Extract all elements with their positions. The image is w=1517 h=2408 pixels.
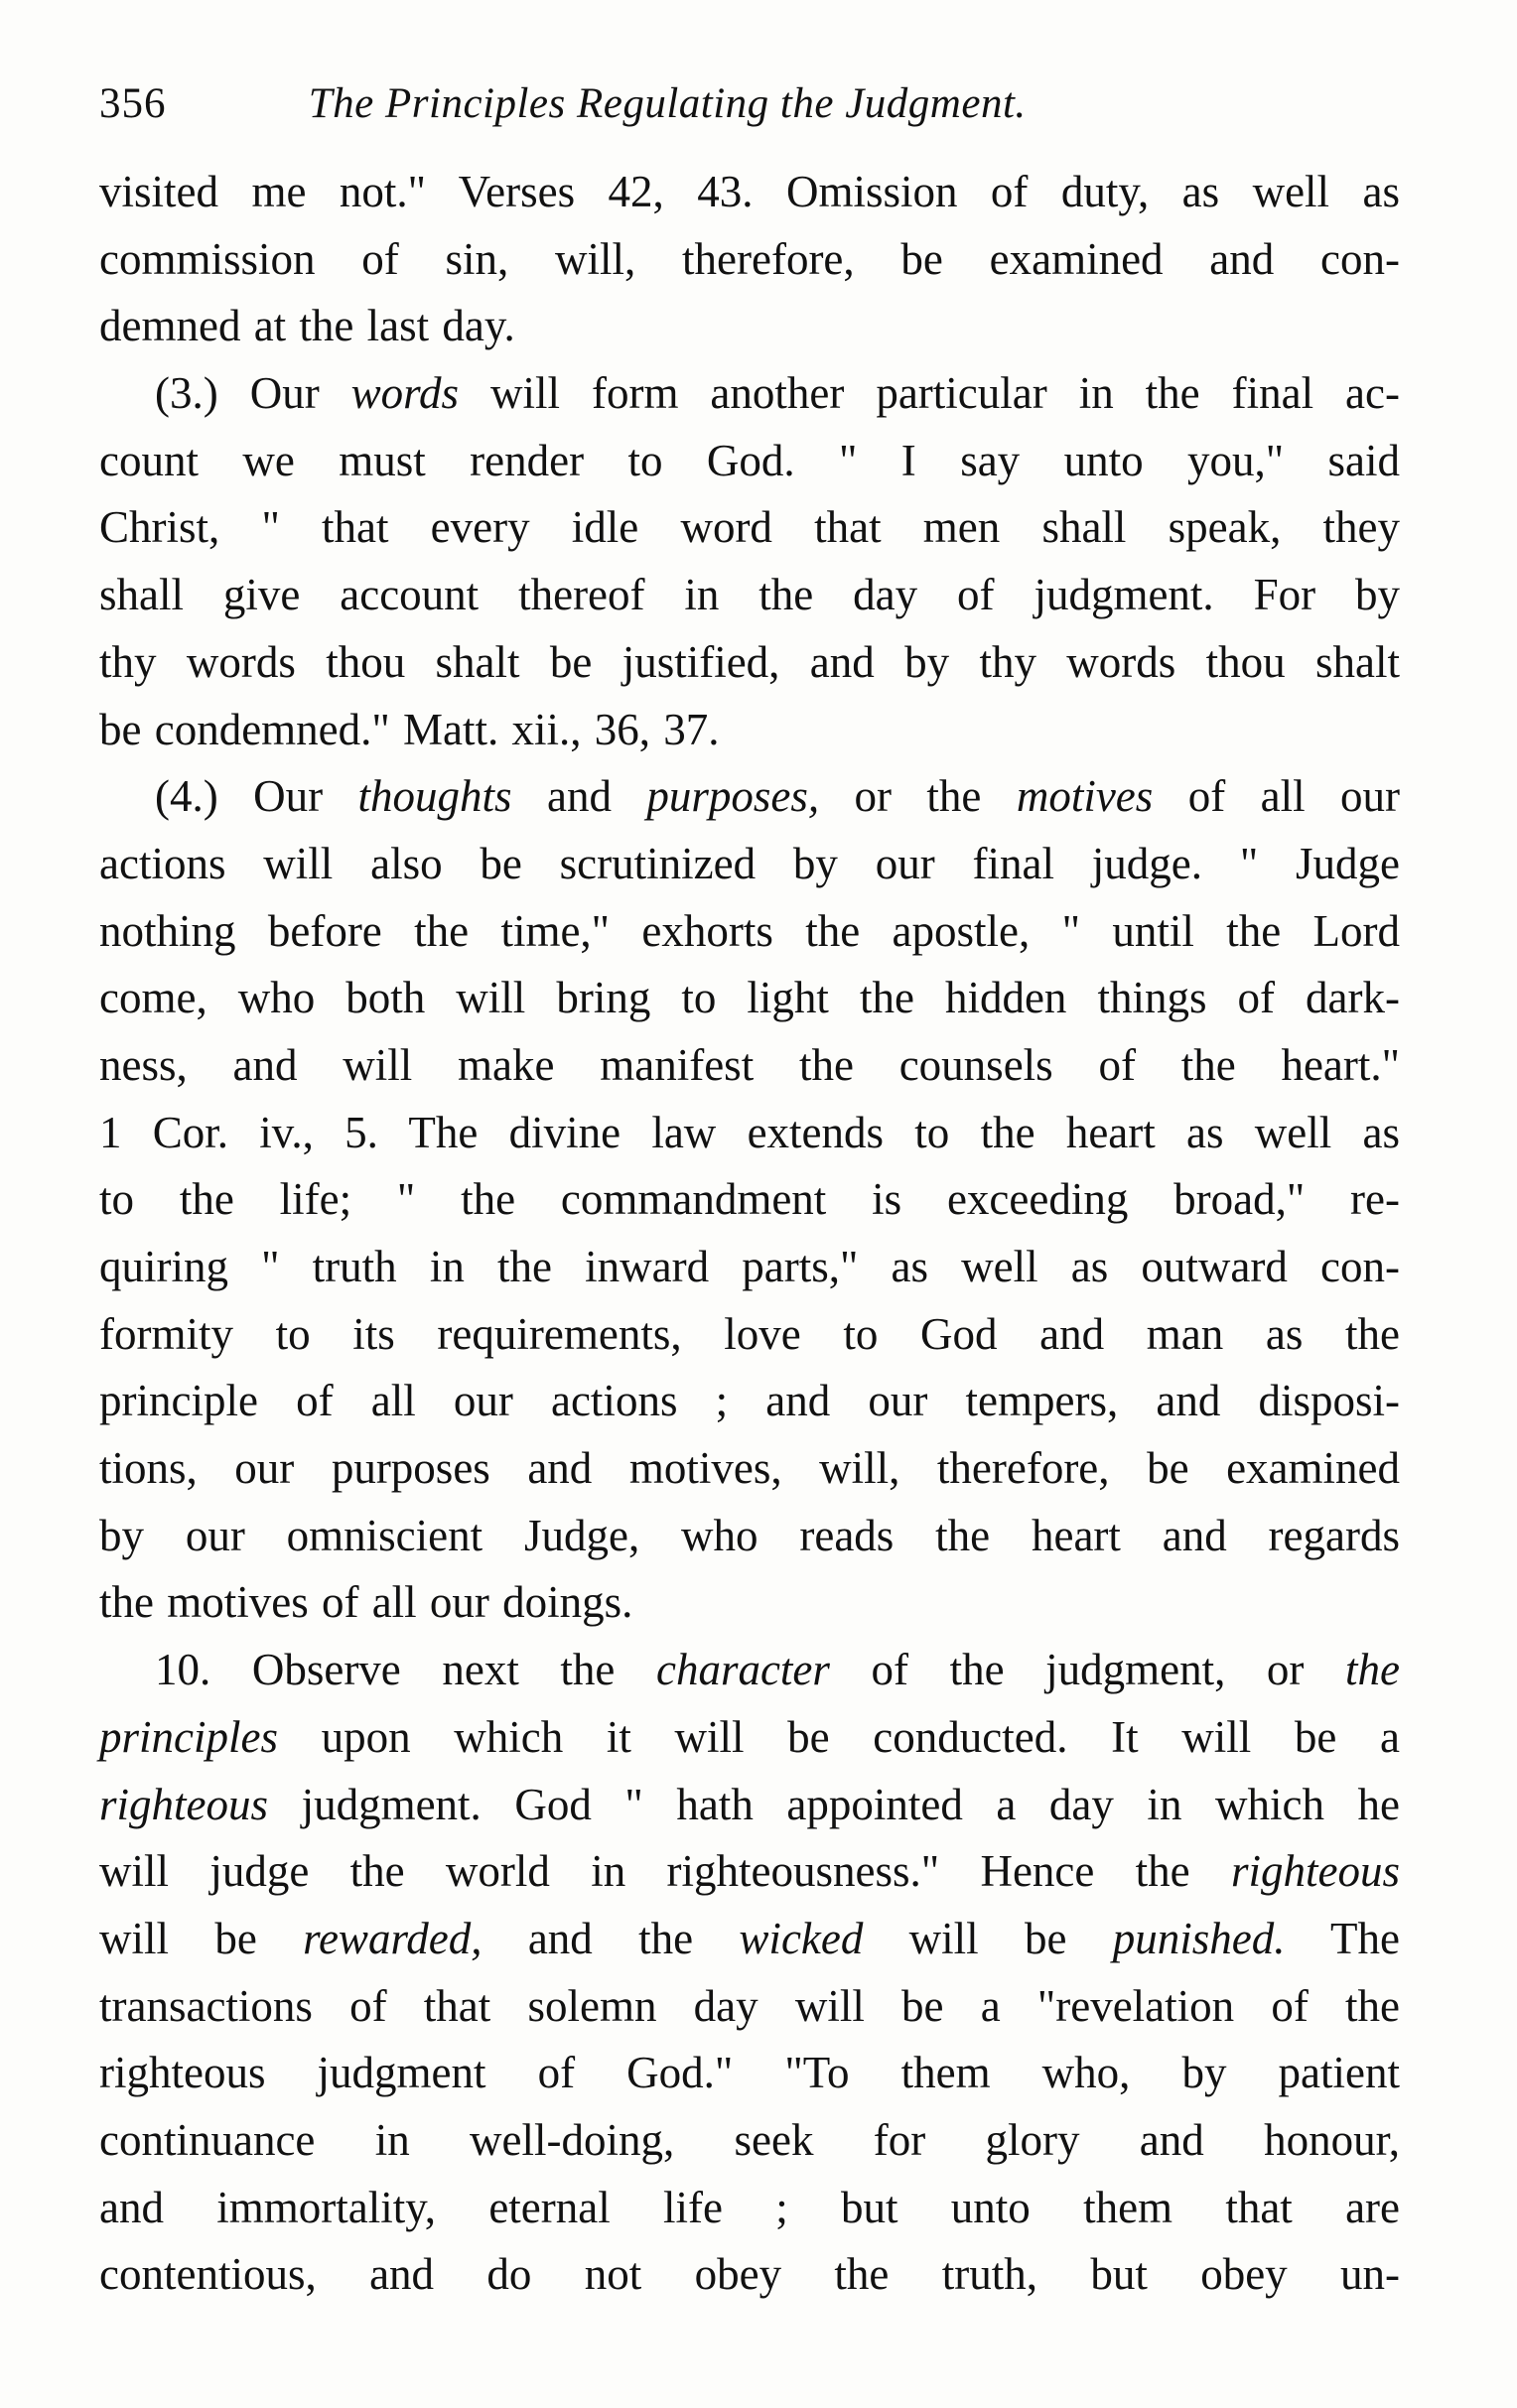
text-line: actions will also be scrutinized by our final judge. " Judge [99,838,1400,888]
italic-emphasis: thoughts [357,771,512,822]
italic-emphasis: character [655,1645,830,1695]
text-line: demned at the last day. [99,301,515,351]
italic-emphasis: motives [1016,771,1154,822]
italic-emphasis: righteous [99,1779,269,1829]
text-line: will be rewarded, and the wicked will be punished. The [99,1913,1400,1963]
text-line: transactions of that solemn day will be a "revelation of the [99,1980,1400,2031]
text-line: to the life; " the commandment is exceeding broad," re- [99,1174,1400,1225]
text-line: be condemned." Matt. xii., 36, 37. [99,704,720,754]
italic-emphasis: righteous [1230,1846,1400,1897]
page-number: 356 [99,80,167,127]
italic-emphasis: punished. [1112,1913,1286,1963]
italic-emphasis: the [1345,1645,1400,1695]
italic-emphasis: purposes, [646,771,820,822]
text-line: come, who both will bring to light the hidden things of dark- [99,973,1400,1023]
text-line: the motives of all our doings. [99,1577,633,1628]
text-line: (3.) Our words will form another particular in the final ac- [155,368,1400,419]
text-line: ness, and will make manifest the counsels of the heart." [99,1039,1400,1090]
running-title: The Principles Regulating the Judgment. [308,80,1027,127]
text-line: by our omniscient Judge, who reads the heart and regards [99,1510,1400,1560]
text-line: nothing before the time," exhorts the apostle, " until the Lord [99,905,1400,956]
page-header [99,69,1420,139]
text-line: righteous judgment. God " hath appointed a day in which he [99,1779,1400,1829]
text-line: thy words thou shalt be justified, and by thy words thou shalt [99,636,1400,687]
text-line: will judge the world in righteousness." Hence the righteous [99,1846,1400,1897]
text-line: continuance in well-doing, seek for glory and honour, [99,2114,1400,2165]
text-line: and immortality, eternal life ; but unto them that are [99,2182,1400,2232]
text-line: quiring " truth in the inward parts," as well as outward con- [99,1242,1400,1291]
italic-emphasis: words [350,368,460,419]
text-line: count we must render to God. " I say unto you," said [99,435,1400,485]
text-line: tions, our purposes and motives, will, therefore, be examined [99,1443,1400,1494]
text-line: 10. Observe next the character of the judgment, or the [155,1645,1400,1695]
italic-emphasis: principles [99,1711,278,1762]
text-line: commission of sin, will, therefore, be examined and con- [99,233,1400,284]
text-line: visited me not." Verses 42, 43. Omission of duty, as well as [99,167,1400,216]
text-line: Christ, " that every idle word that men shall speak, they [99,502,1400,553]
text-line: principles upon which it will be conducted. It will be a [99,1711,1400,1762]
italic-emphasis: rewarded, [303,1913,483,1963]
body-text [99,159,1400,2309]
text-line: righteous judgment of God." "To them who, by patient [99,2048,1400,2098]
text-line: principle of all our actions ; and our tempers, and disposi- [99,1376,1400,1426]
text-line: shall give account thereof in the day of judgment. For by [99,570,1400,620]
text-line: formity to its requirements, love to God and man as the [99,1308,1400,1359]
text-line: 1 Cor. iv., 5. The divine law extends to the heart as well as [99,1107,1400,1157]
italic-emphasis: wicked [739,1913,864,1963]
text-line: (4.) Our thoughts and purposes, or the motives of all our [155,771,1400,822]
text-line: contentious, and do not obey the truth, but obey un- [99,2249,1400,2300]
